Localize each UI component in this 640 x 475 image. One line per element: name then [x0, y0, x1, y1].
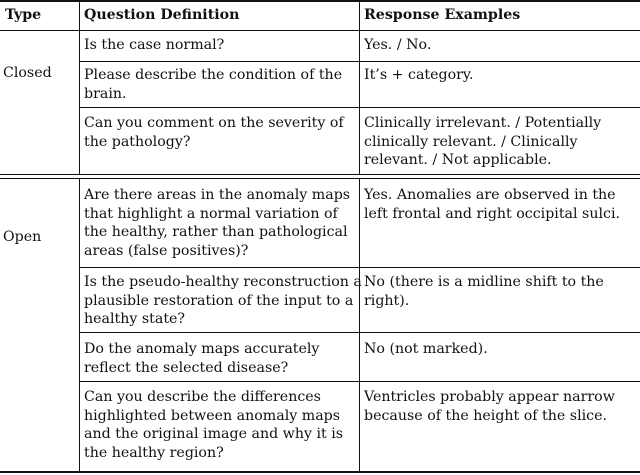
group-rule: [0, 178, 640, 179]
question-cell: Is the case normal?: [84, 37, 225, 53]
question-cell: Can you comment on the severity of the pathology?: [84, 115, 344, 150]
header-response-examples: Response Examples: [364, 7, 521, 23]
response-cell: No (not marked).: [364, 341, 488, 357]
question-cell: Are there areas in the anomaly maps that highlight a normal variation of the healthy, rather than pathological areas (false positives)?: [84, 187, 351, 259]
question-cell: Is the pseudo-healthy reconstruction a plausible restoration of the input to a healthy state?: [84, 274, 362, 328]
top-rule: [0, 0, 640, 2]
question-cell: Please describe the condition of the brain.: [84, 67, 343, 102]
response-cell: Ventricles probably appear narrow because of the height of the slice.: [364, 389, 615, 424]
bottom-rule: [0, 471, 640, 473]
header-type: Type: [5, 7, 42, 23]
response-cell: No (there is a midline shift to the right).: [364, 274, 604, 309]
type-closed: Closed: [3, 65, 52, 81]
response-cell: Clinically irrelevant. / Potentially clinically relevant. / Clinically relevant. / Not applicable.: [364, 115, 602, 169]
header-question-definition: Question Definition: [84, 7, 240, 23]
question-cell: Can you describe the differences highlighted between anomaly maps and the original image and why it is the healthy region?: [84, 389, 344, 461]
response-cell: It’s + category.: [364, 67, 474, 83]
response-cell: Yes. / No.: [364, 37, 432, 53]
type-open: Open: [3, 229, 42, 245]
group-rule: [0, 174, 640, 175]
column-rule: [79, 178, 80, 472]
response-cell: Yes. Anomalies are observed in the left frontal and right occipital sulci.: [364, 187, 620, 222]
header-rule: [0, 30, 640, 31]
question-cell: Do the anomaly maps accurately reflect the selected disease?: [84, 341, 320, 376]
column-rule: [359, 0, 360, 175]
column-rule: [79, 0, 80, 175]
